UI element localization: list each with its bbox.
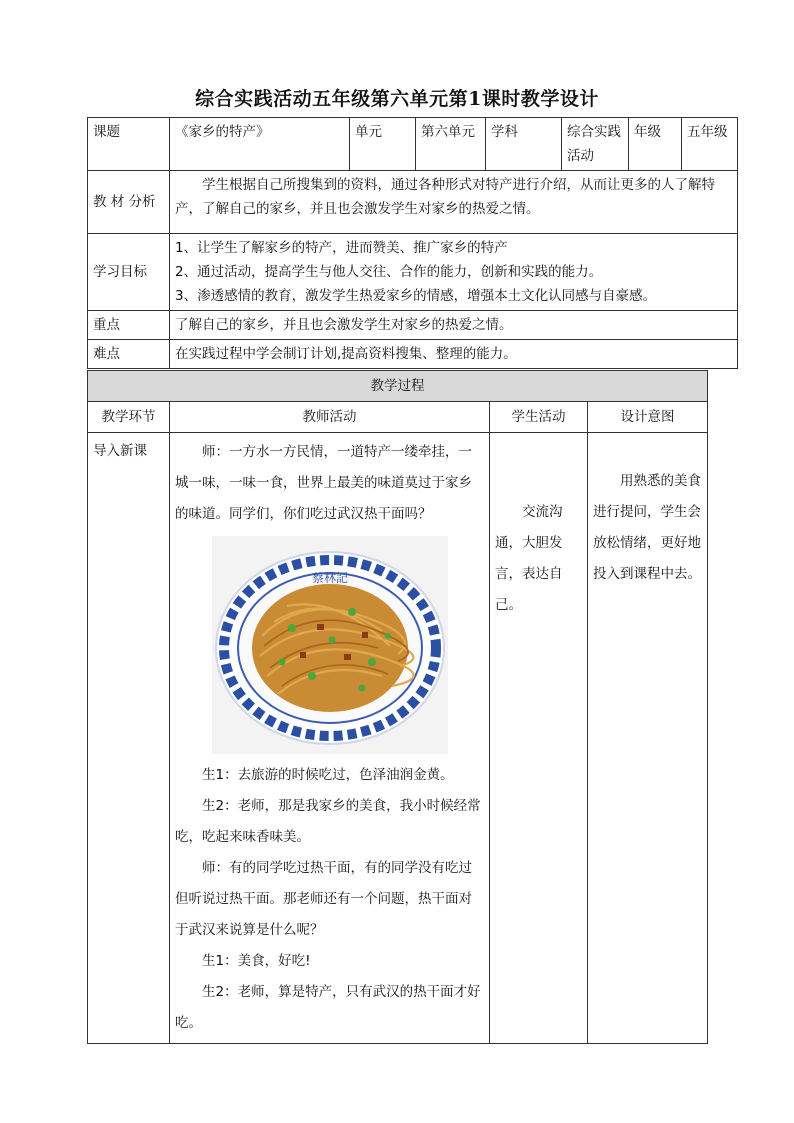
design-intent-text: 用熟悉的美食进行提问，学生会放松情绪，更好地投入到课程中去。 xyxy=(593,473,701,582)
hot-dry-noodles-bowl-icon xyxy=(212,536,448,754)
objective-item: 1、让学生了解家乡的特产，进而赞美、推广家乡的特产 xyxy=(175,240,508,256)
bowl-brand-text: 蔡林記 xyxy=(311,571,348,585)
lesson-plan-table xyxy=(87,117,738,369)
header-row xyxy=(88,118,738,171)
course-label: 课题 xyxy=(88,118,170,171)
analysis-text: 学生根据自己所搜集到的资料，通过各种形式对特产进行介绍，从而让更多的人了解特产，了解自己的家乡，并且也会激发学生对家乡的热爱之情。 xyxy=(170,171,738,234)
process-heading-row xyxy=(88,371,708,402)
grade-label: 年级 xyxy=(629,118,682,171)
stage-cell: 导入新课 xyxy=(88,433,170,1044)
subject-label: 学科 xyxy=(486,118,562,171)
teacher-dialog-line: 生2：老师，那是我家乡的美食，我小时候经常吃，吃起来味香味美。 xyxy=(175,798,481,845)
objectives-list xyxy=(170,234,738,311)
unit-label: 单元 xyxy=(350,118,416,171)
analysis-row xyxy=(88,171,738,234)
process-row-intro xyxy=(88,433,708,1044)
key-point-text: 了解自己的家乡，并且也会激发学生对家乡的热爱之情。 xyxy=(170,311,738,340)
page-title: 综合实践活动五年级第六单元第1课时教学设计 xyxy=(195,88,599,110)
teacher-dialog-line: 生1：去旅游的时候吃过，色泽油润金黄。 xyxy=(202,767,454,783)
difficulty-label: 难点 xyxy=(88,340,170,369)
column-student: 学生活动 xyxy=(490,402,588,433)
objective-item: 3、渗透感情的教育，激发学生热爱家乡的情感，增强本土文化认同感与自豪感。 xyxy=(175,288,657,304)
process-table xyxy=(87,370,708,1044)
student-activity-text: 交流沟通，大胆发言，表达自己。 xyxy=(495,504,563,613)
column-teacher: 教师活动 xyxy=(170,402,490,433)
key-point-label: 重点 xyxy=(88,311,170,340)
objectives-row xyxy=(88,234,738,311)
process-heading: 教学过程 xyxy=(88,371,708,402)
objective-item: 2、通过活动，提高学生与他人交往、合作的能力，创新和实践的能力。 xyxy=(175,264,603,280)
process-columns-row xyxy=(88,402,708,433)
teacher-dialog-line: 生2：老师，算是特产，只有武汉的热干面才好吃。 xyxy=(175,984,481,1031)
objectives-label: 学习目标 xyxy=(88,234,170,311)
unit-value: 第六单元 xyxy=(416,118,486,171)
teacher-intro-text: 师：一方水一方民情，一道特产一缕牵挂，一城一味，一味一食，世界上最美的味道莫过于家乡的味道。同学们，你们吃过武汉热干面吗？ xyxy=(175,444,472,522)
teacher-dialog-line: 生1：美食，好吃! xyxy=(202,953,311,969)
grade-value: 五年级 xyxy=(682,118,738,171)
design-intent-cell xyxy=(588,433,708,1044)
difficulty-text: 在实践过程中学会制订计划,提高资料搜集、整理的能力。 xyxy=(170,340,738,369)
column-stage: 教学环节 xyxy=(88,402,170,433)
noodle-image xyxy=(212,536,448,754)
course-value: 《家乡的特产》 xyxy=(170,118,350,171)
teacher-activity-cell xyxy=(170,433,490,1044)
subject-value: 综合实践活动 xyxy=(562,118,629,171)
key-point-row xyxy=(88,311,738,340)
teacher-dialog-line: 师：有的同学吃过热干面，有的同学没有吃过但听说过热干面。那老师还有一个问题，热干面对于武汉来说算是什么呢？ xyxy=(175,860,472,938)
analysis-label: 教 材 分析 xyxy=(88,171,170,234)
student-activity-cell xyxy=(490,433,588,1044)
difficulty-row xyxy=(88,340,738,369)
column-intent: 设计意图 xyxy=(588,402,708,433)
